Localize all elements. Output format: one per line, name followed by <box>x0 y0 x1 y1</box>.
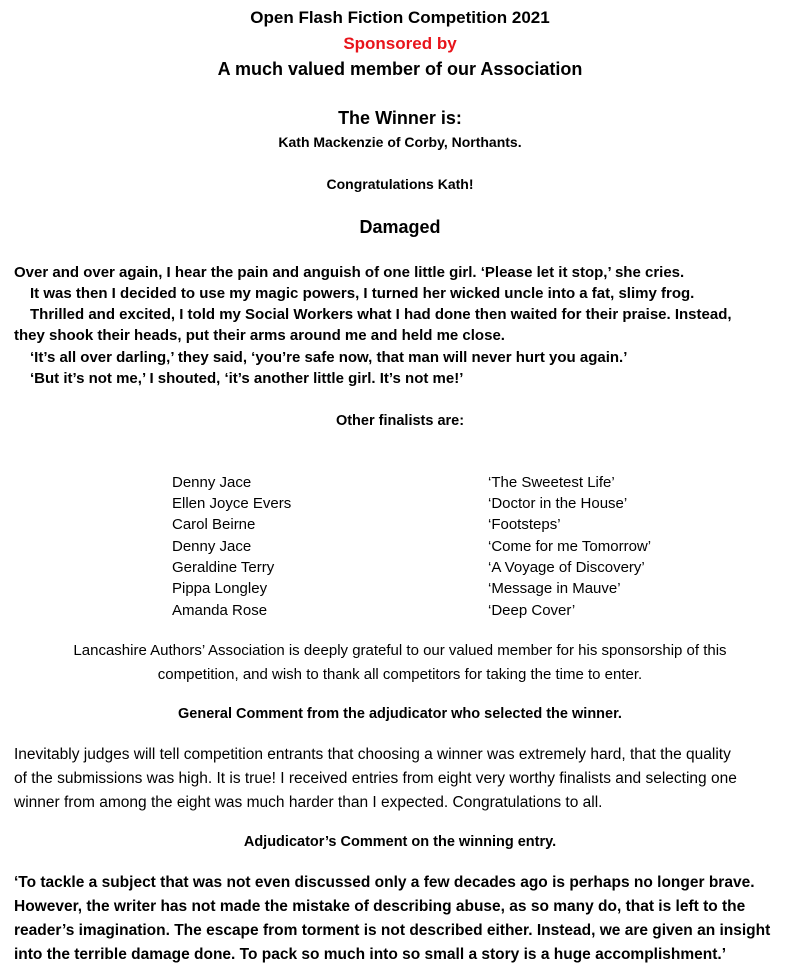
finalist-name: Geraldine Terry <box>172 559 275 576</box>
finalist-name: Denny Jace <box>172 474 252 491</box>
finalist-story-title: ‘Deep Cover’ <box>488 602 576 619</box>
thanks-line: Lancashire Authors’ Association is deeply grateful to our valued member for his sponsorship of this <box>73 642 727 659</box>
winner-congrats: Congratulations Kath! <box>326 176 474 192</box>
story-line: they shook their heads, put their arms around me and held me close. <box>14 327 505 344</box>
adjudicator-comment-line: into the terrible damage done. To pack so much into so small a story is a huge accomplishment.’ <box>14 946 727 963</box>
story-line: Thrilled and excited, I told my Social Workers what I had done then waited for their praise. Instead, <box>30 306 732 323</box>
finalist-story-title: ‘Doctor in the House’ <box>488 495 628 512</box>
story-line: It was then I decided to use my magic powers, I turned her wicked uncle into a fat, slimy frog. <box>30 285 695 302</box>
competition-title: Open Flash Fiction Competition 2021 <box>250 8 550 27</box>
story-title: Damaged <box>359 217 441 237</box>
finalist-name: Ellen Joyce Evers <box>172 495 292 512</box>
finalist-name: Pippa Longley <box>172 580 268 597</box>
general-comment-line: of the submissions was high. It is true! I received entries from eight very worthy finalists and selecting one <box>14 770 737 787</box>
adjudicator-comment-line: reader’s imagination. The escape from torment is not described either. Instead, we are given an insight <box>14 922 771 939</box>
general-comment-line: Inevitably judges will tell competition entrants that choosing a winner was extremely hard, that the quality <box>14 746 731 763</box>
adjudicator-comment-line: However, the writer has not made the mistake of describing abuse, as so many do, that is left to the <box>14 898 746 915</box>
finalist-name: Carol Beirne <box>172 516 256 533</box>
finalist-story-title: ‘Footsteps’ <box>488 516 561 533</box>
adjudicator-comment-line: ‘To tackle a subject that was not even discussed only a few decades ago is perhaps no longer brave. <box>14 874 755 891</box>
general-comment-line: winner from among the eight was much harder than I expected. Congratulations to all. <box>14 794 603 811</box>
finalist-name: Amanda Rose <box>172 602 268 619</box>
story-line: ‘But it’s not me,’ I shouted, ‘it’s another little girl. It’s not me!’ <box>30 370 464 387</box>
sponsor-line: A much valued member of our Association <box>217 59 583 79</box>
finalists-heading: Other finalists are: <box>335 413 465 429</box>
story-line: Over and over again, I hear the pain and anguish of one little girl. ‘Please let it stop,’ she cries. <box>14 264 685 281</box>
thanks-line: competition, and wish to thank all competitors for taking the time to enter. <box>157 666 643 683</box>
finalist-name: Denny Jace <box>172 538 252 555</box>
sponsored-by-label: Sponsored by <box>343 34 457 53</box>
finalist-story-title: ‘A Voyage of Discovery’ <box>488 559 645 576</box>
general-comment-heading: General Comment from the adjudicator who selected the winner. <box>178 706 622 722</box>
story-line: ‘It’s all over darling,’ they said, ‘you’re safe now, that man will never hurt you again.’ <box>30 349 628 366</box>
finalist-story-title: ‘The Sweetest Life’ <box>488 474 615 491</box>
finalist-story-title: ‘Come for me Tomorrow’ <box>488 538 652 555</box>
winner-heading: The Winner is: <box>338 108 462 128</box>
adjudicator-comment-heading: Adjudicator’s Comment on the winning entry. <box>243 834 557 850</box>
winner-name: Kath Mackenzie of Corby, Northants. <box>278 134 522 150</box>
finalist-story-title: ‘Message in Mauve’ <box>488 580 621 597</box>
